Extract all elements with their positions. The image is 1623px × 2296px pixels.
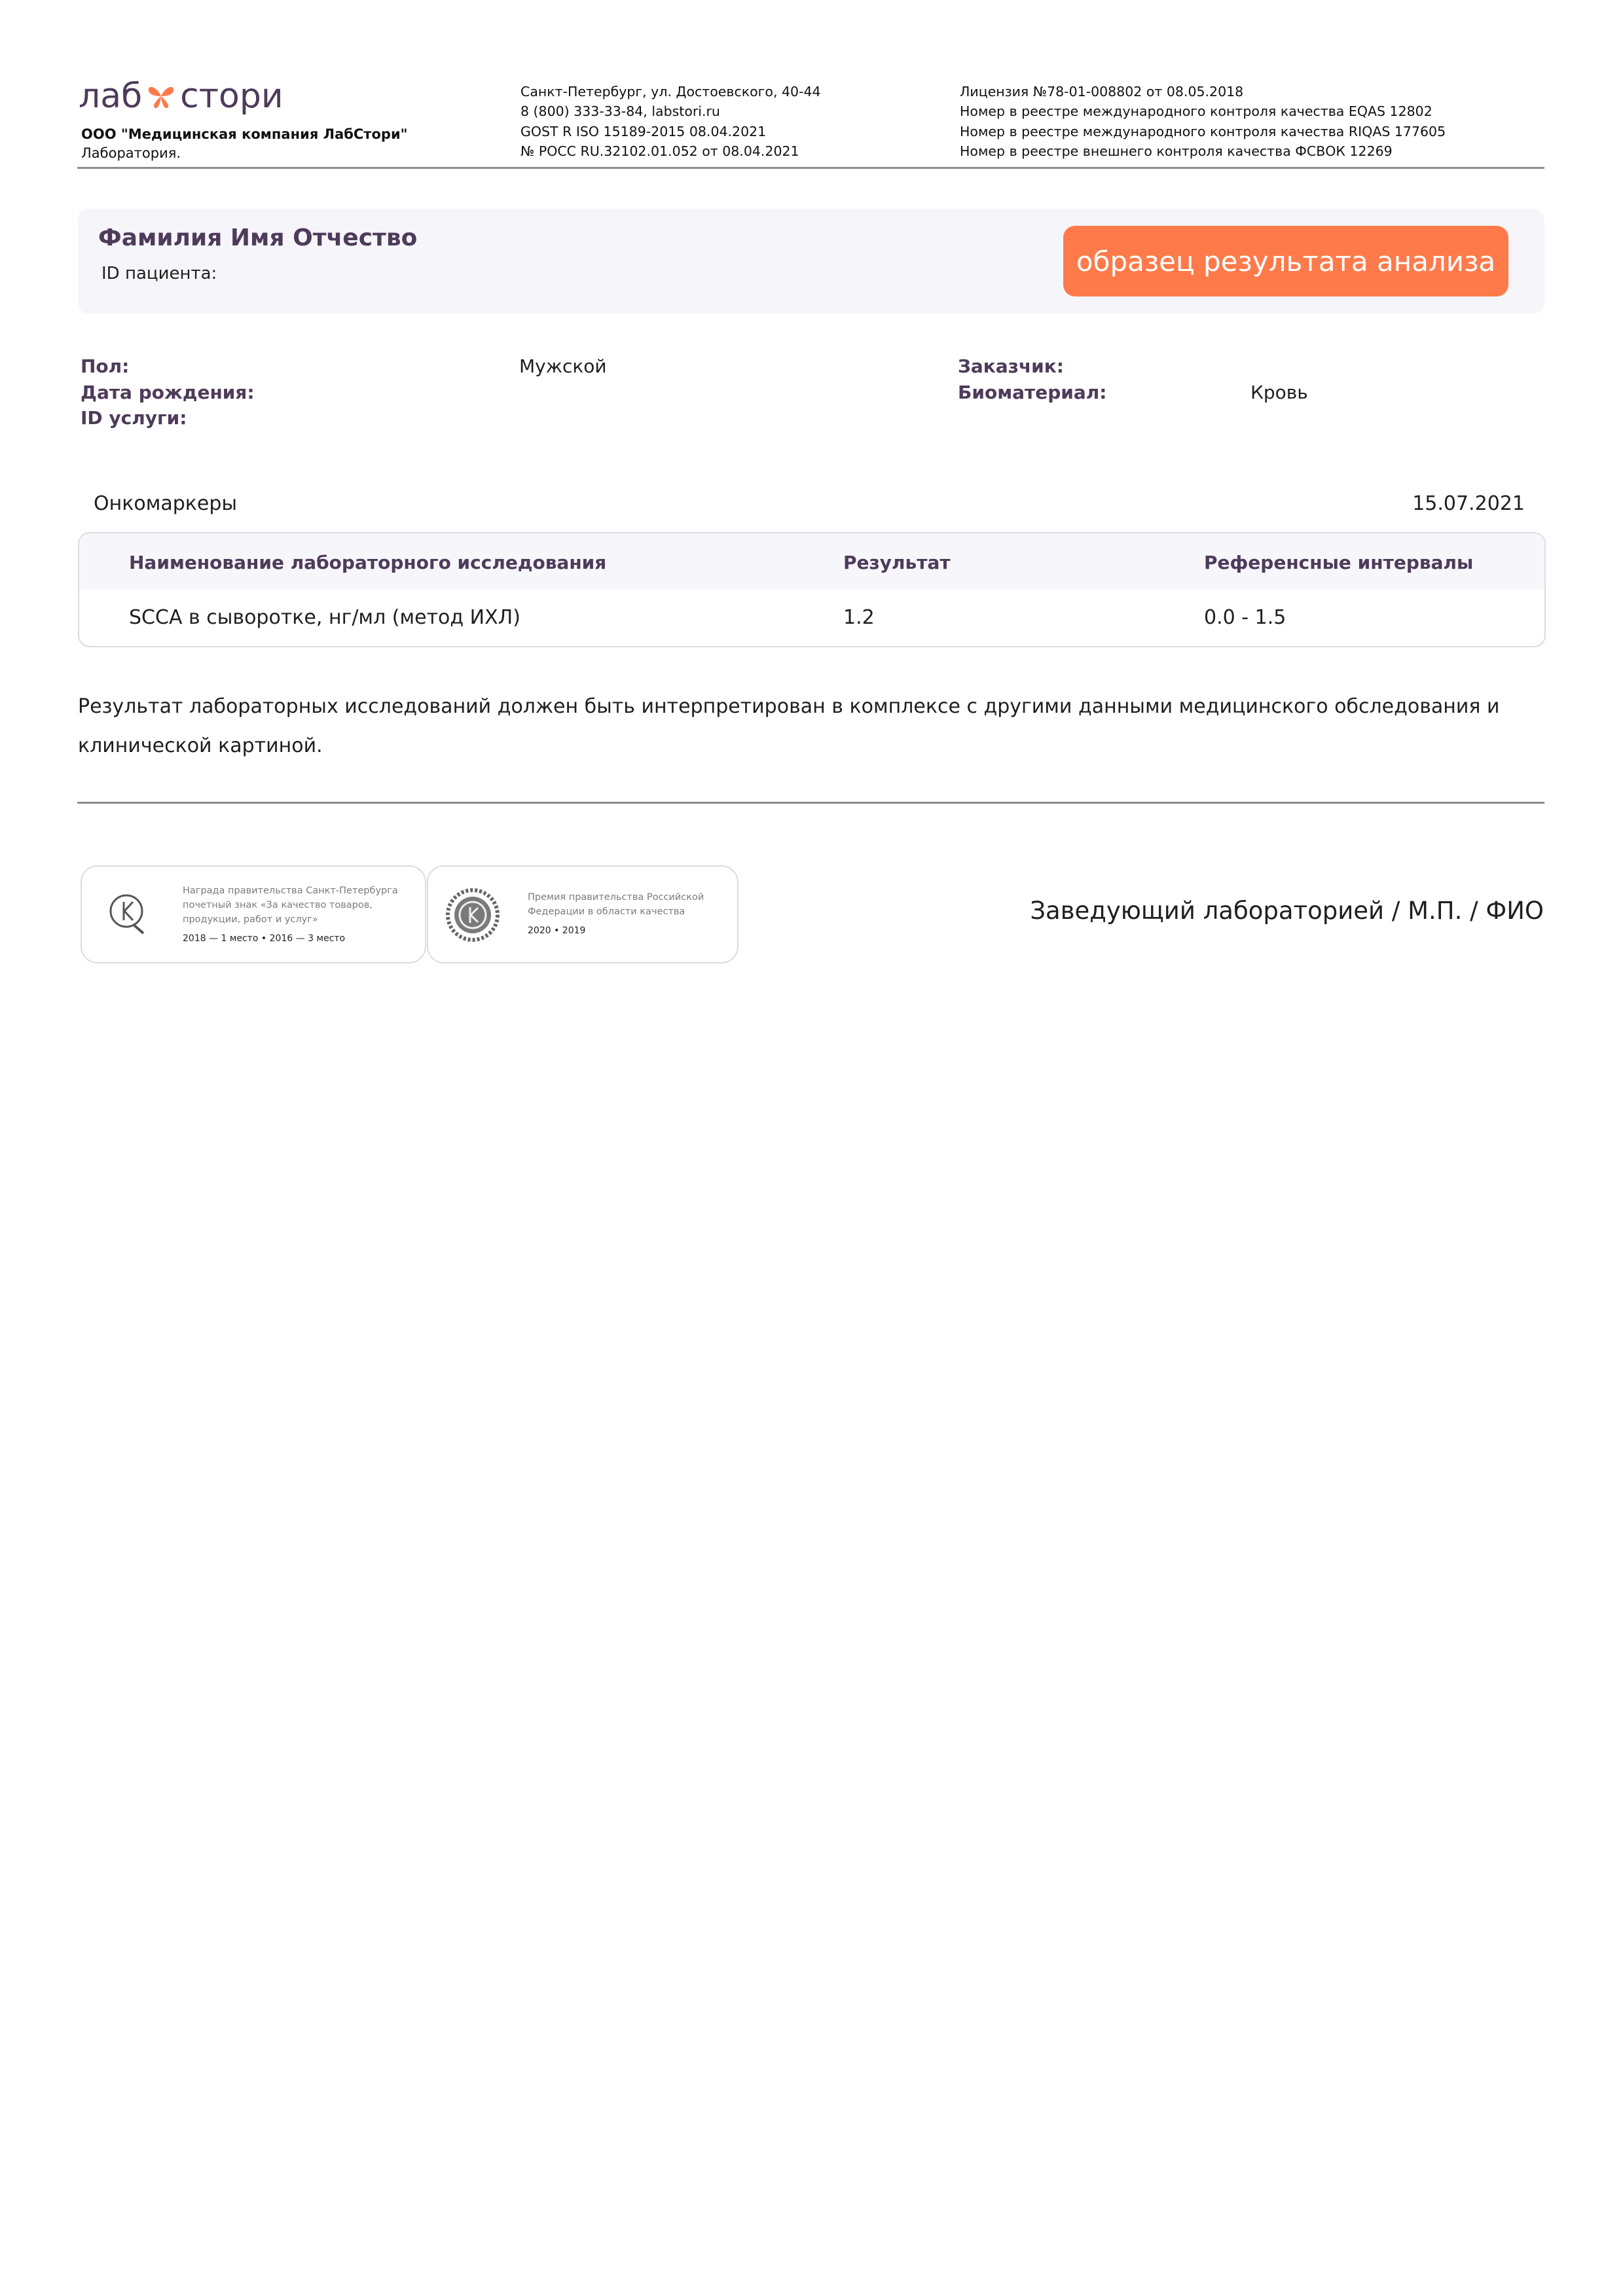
- customer-label: Заказчик:: [958, 355, 1064, 377]
- award-rf-text: Премия правительства Российской Федерации в области качества: [528, 892, 704, 917]
- license-number: Лицензия №78-01-008802 от 08.05.2018: [960, 84, 1244, 99]
- logo-text-left: лаб: [79, 77, 143, 116]
- award-spb-text: Награда правительства Санкт-Петербурга почетный знак «За качество товаров, продукции, работ и услуг»: [183, 886, 398, 925]
- service-id-label: ID услуги:: [81, 407, 187, 429]
- section-title: Онкомаркеры: [94, 492, 238, 515]
- contact-phone-site: 8 (800) 333-33-84, labstori.ru: [520, 103, 720, 120]
- quality-medal-icon: [445, 888, 500, 942]
- license-eqas: Номер в реестре международного контроля качества EQAS 12802: [960, 103, 1432, 120]
- sample-result-badge: образец результата анализа: [1063, 226, 1508, 296]
- contacts-block: [520, 82, 821, 161]
- disclaimer-text: Результат лабораторных исследований должен быть интерпретирован в комплексе с другими данными медицинского обследования и клинической картиной.: [78, 695, 1500, 757]
- cell-test-name: SCCA в сыворотке, нг/мл (метод ИХЛ): [129, 606, 520, 629]
- header-divider: [77, 167, 1544, 169]
- award-spb-years: 2018 — 1 место • 2016 — 3 место: [183, 933, 346, 944]
- footer-divider: [77, 802, 1544, 804]
- logo-text-right: стори: [180, 77, 283, 116]
- column-header-reference: Референсные интервалы: [1204, 552, 1474, 573]
- patient-name: Фамилия Имя Отчество: [98, 224, 418, 251]
- logo: [79, 73, 283, 119]
- biomaterial-label: Биоматериал:: [958, 382, 1107, 403]
- cell-result: 1.2: [843, 606, 875, 629]
- company-name: ООО "Медицинская компания ЛабСтори": [81, 126, 408, 142]
- patient-id-label: ID пациента:: [101, 264, 217, 283]
- biomaterial-value: Кровь: [1250, 382, 1308, 403]
- contact-gost: GOST R ISO 15189-2015 08.04.2021: [520, 123, 767, 139]
- contact-ross: № РОСС RU.32102.01.052 от 08.04.2021: [520, 143, 799, 159]
- sex-label: Пол:: [81, 355, 130, 377]
- license-riqas: Номер в реестре международного контроля качества RIQAS 177605: [960, 123, 1446, 139]
- quality-k-icon: [107, 886, 149, 941]
- birth-date-label: Дата рождения:: [81, 382, 255, 403]
- award-spb: [81, 865, 426, 963]
- award-rf-years: 2020 • 2019: [528, 925, 586, 936]
- contact-address: Санкт-Петербург, ул. Достоевского, 40-44: [520, 84, 821, 99]
- company-subtitle: Лаборатория.: [81, 145, 181, 161]
- licenses-block: [960, 82, 1446, 161]
- cell-reference: 0.0 - 1.5: [1204, 606, 1286, 629]
- license-fsvok: Номер в реестре внешнего контроля качества ФСВОК 12269: [960, 143, 1393, 159]
- column-header-test: Наименование лабораторного исследования: [129, 552, 607, 573]
- column-header-result: Результат: [843, 552, 951, 573]
- results-table: [78, 532, 1546, 647]
- award-rf: [427, 865, 739, 963]
- sex-value: Мужской: [519, 355, 607, 377]
- section-date: 15.07.2021: [1412, 492, 1525, 515]
- butterfly-icon: [145, 82, 177, 111]
- signature-line: Заведующий лабораторией / М.П. / ФИО: [1030, 897, 1544, 925]
